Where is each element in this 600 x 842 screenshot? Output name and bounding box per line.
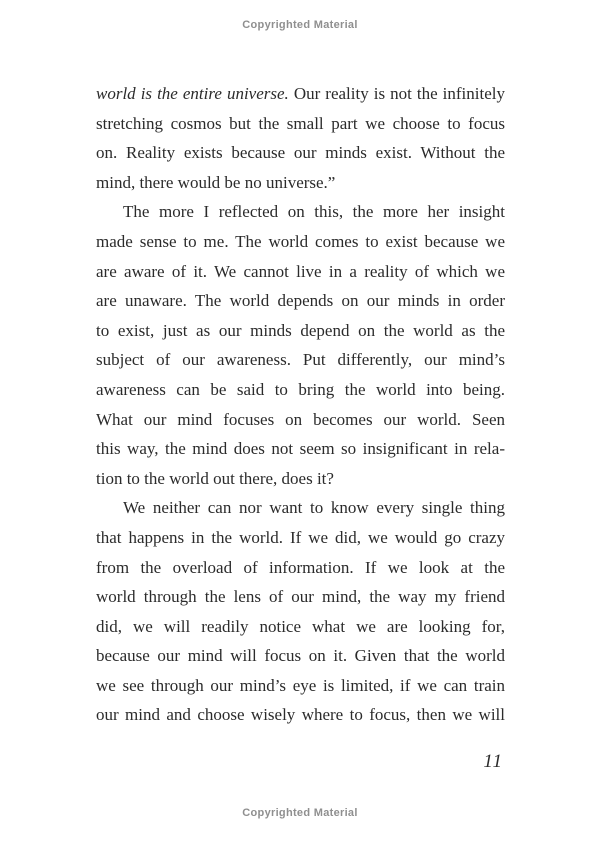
paragraph [96, 493, 505, 730]
text-line: from the overload of information. If we look at the [96, 557, 505, 577]
text-line: on. Reality exists because our minds exist. Without the [96, 143, 505, 163]
paragraph [96, 197, 505, 493]
text-line: are aware of it. We cannot live in a reality of which we [96, 261, 505, 281]
text-line: our mind and choose wisely where to focus, then we will [96, 705, 505, 725]
text-line: The more I reflected on this, the more her insight [123, 202, 505, 222]
text-line: this way, the mind does not seem so insignificant in rela- [96, 439, 505, 459]
text-line: What our mind focuses on becomes our world. Seen [96, 409, 505, 429]
text-line: mind, there would be no universe.” [96, 172, 336, 192]
text-line: tion to the world out there, does it? [96, 468, 334, 488]
text-line: world is the entire universe. Our reality is not the infinitely [96, 84, 505, 103]
italic-lead-in: world is the entire universe. [96, 84, 289, 103]
text-line: are unaware. The world depends on our minds in order [96, 291, 505, 311]
text-line: made sense to me. The world comes to exist because we [96, 231, 505, 251]
copyright-notice-bottom: Copyrighted Material [242, 807, 358, 819]
text-line: We neither can nor want to know every single thing [123, 498, 505, 518]
text-line: subject of our awareness. Put differently, our mind’s [96, 350, 505, 370]
text-line: world through the lens of our mind, the way my friend [96, 587, 505, 607]
text-line: we see through our mind’s eye is limited, if we can train [96, 675, 505, 695]
paragraph [96, 79, 505, 197]
copyright-notice-top: Copyrighted Material [242, 19, 358, 31]
text-line: awareness can be said to bring the world into being. [96, 379, 505, 399]
text-line: because our mind will focus on it. Given that the world [96, 646, 505, 666]
body-text [96, 79, 505, 730]
text-line: stretching cosmos but the small part we choose to focus [96, 113, 505, 133]
text-line: to exist, just as our minds depend on the world as the [96, 320, 505, 340]
text-line: that happens in the world. If we did, we would go crazy [96, 527, 505, 547]
text-line: did, we will readily notice what we are looking for, [96, 616, 505, 636]
page-number: 11 [483, 751, 503, 772]
